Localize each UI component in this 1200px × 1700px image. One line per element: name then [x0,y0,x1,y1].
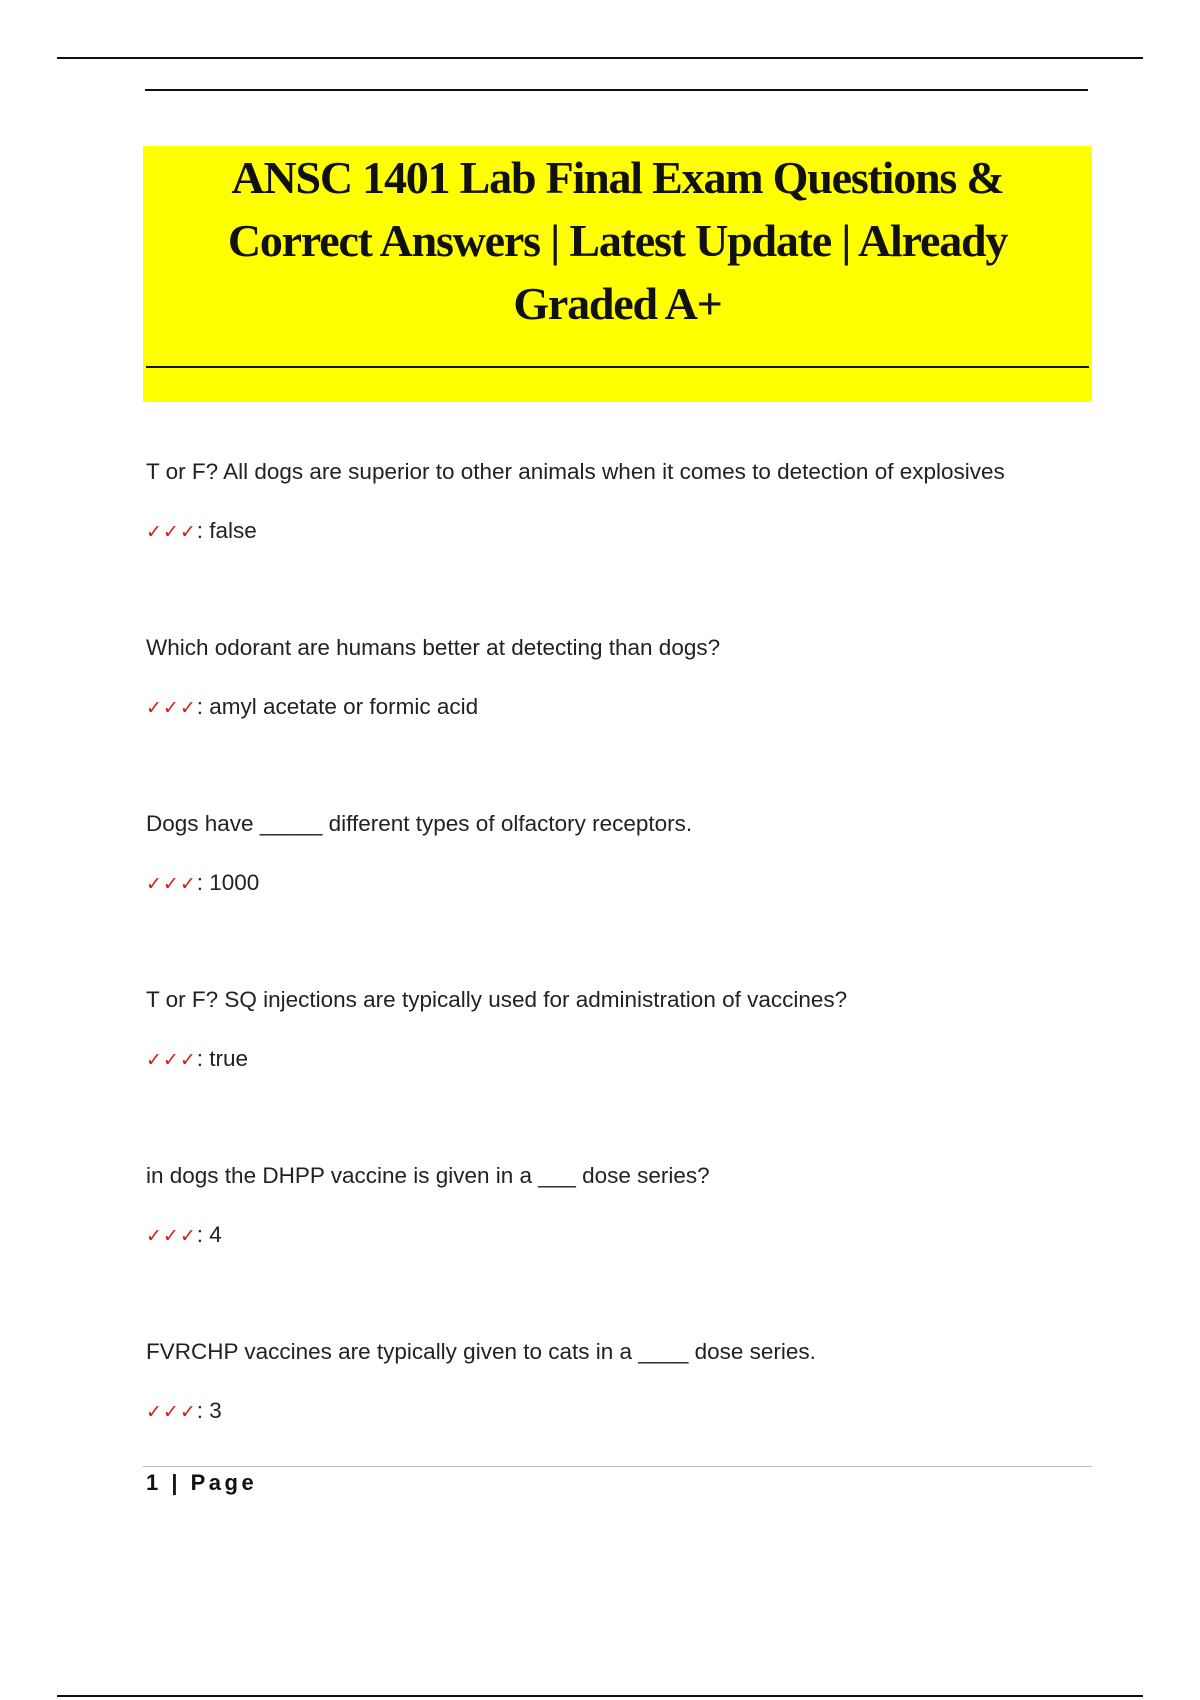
question-text: Dogs have _____ different types of olfactory receptors. [146,811,693,836]
answer-text: : false [196,518,257,543]
checkmark-icon: ✓✓✓ [146,873,197,895]
checkmark-icon: ✓✓✓ [146,697,197,719]
footer-rule [143,1466,1092,1467]
answer-line [146,517,257,546]
answer-text: : 1000 [196,870,260,895]
answer-text: : amyl acetate or formic acid [196,694,479,719]
page-number: 1 | Page [146,1470,258,1495]
answer-line [146,693,478,722]
header-rule-inner [145,89,1088,91]
answer-line [146,1045,248,1074]
answer-line [146,1221,222,1250]
title-underline [146,366,1089,368]
checkmark-icon: ✓✓✓ [146,1225,197,1247]
header-rule-outer [57,57,1143,59]
answer-line [146,869,259,898]
qa-item [146,1328,1106,1504]
checkmark-icon: ✓✓✓ [146,1401,197,1423]
title-banner [143,146,1092,402]
qa-item [146,1152,1106,1328]
answer-text: : true [196,1046,249,1071]
document-title: ANSC 1401 Lab Final Exam Questions & Correct Answers | Latest Update | Already Graded A+ [227,152,1008,329]
answer-line [146,1397,222,1426]
qa-item [146,976,1106,1152]
question-text: in dogs the DHPP vaccine is given in a ___ dose series? [146,1163,710,1188]
checkmark-icon: ✓✓✓ [146,1049,197,1071]
qa-item [146,624,1106,800]
qa-item [146,448,1106,624]
answer-text: : 3 [196,1398,222,1423]
qa-item [146,800,1106,976]
question-text: FVRCHP vaccines are typically given to cats in a ____ dose series. [146,1339,816,1364]
answer-text: : 4 [196,1222,222,1247]
question-text: T or F? SQ injections are typically used for administration of vaccines? [146,987,848,1012]
question-text: Which odorant are humans better at detecting than dogs? [146,635,721,660]
question-text: T or F? All dogs are superior to other animals when it comes to detection of explosives [146,459,1005,484]
checkmark-icon: ✓✓✓ [146,521,197,543]
qa-list [146,448,1106,1504]
bottom-rule [57,1695,1143,1697]
